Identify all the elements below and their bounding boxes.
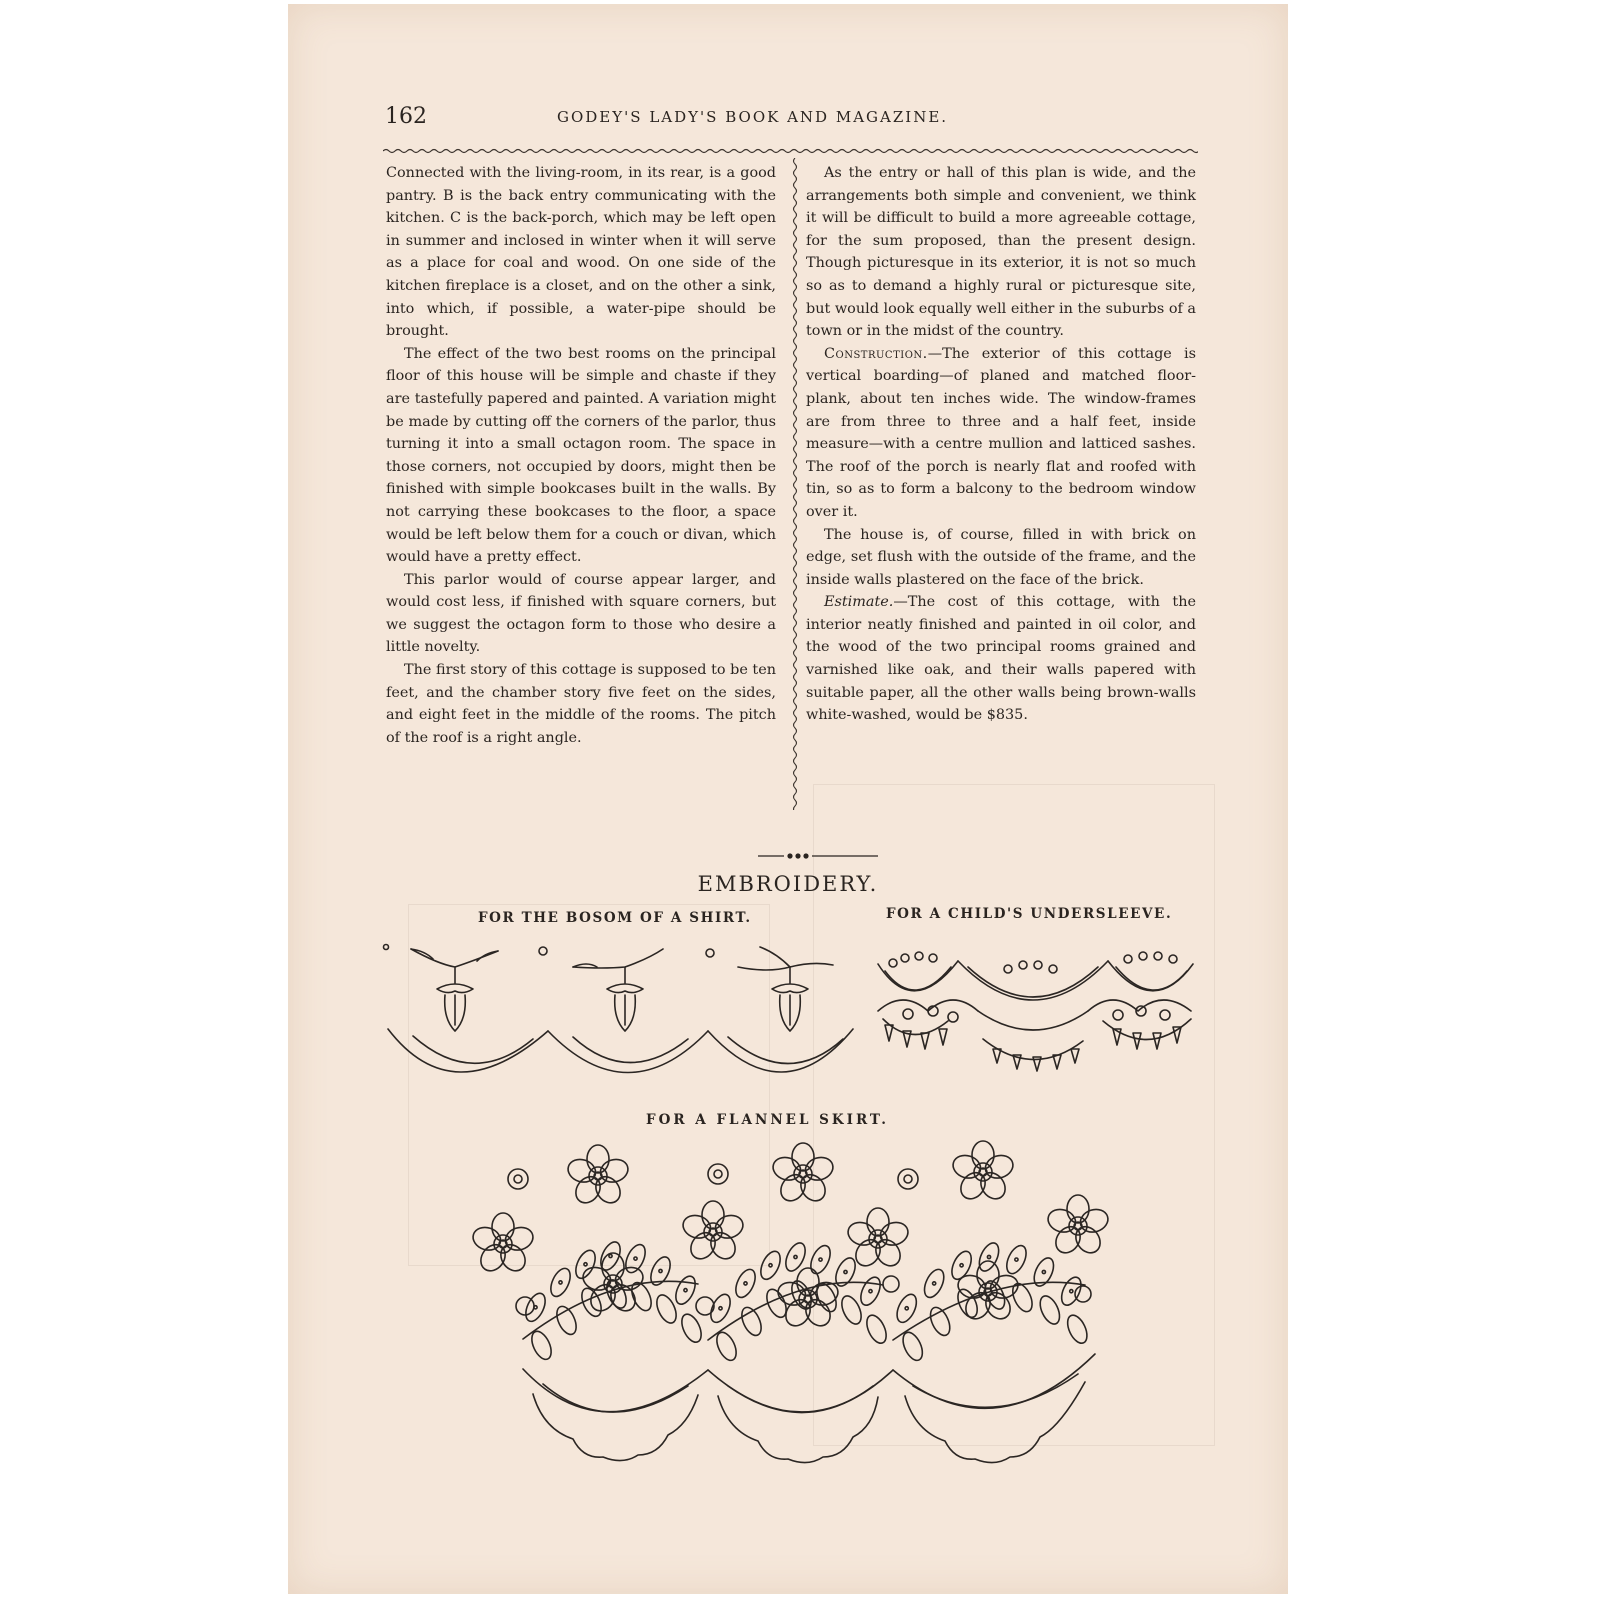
paragraph-text: —The cost of this cottage, with the interior neatly finished and painted in oil color, and the wood of the two principal rooms grained and varnished like oak, and their walls papered with suitable paper, all the other walls being brown-walls white-washed, would be $835. — [806, 594, 1196, 724]
eyelet-row — [889, 952, 1177, 973]
flower-motif — [775, 1268, 841, 1331]
paragraph: The effect of the two best rooms on the principal floor of this house will be simple and chaste if they are tastefully papered and painted. A variation might be made by cutting off the corners of the parlor, thus turning it into a small octagon room. The space in those corners, not occupied by doors, might then be finished with simple bookcases built in the walls. By not carrying these bookcases to the floor, a space would be left below them for a couch or divan, which would have a pretty effect. — [386, 345, 776, 566]
right-column — [806, 162, 1196, 727]
drop-motif — [738, 947, 833, 1031]
leaf-spray — [893, 1240, 1091, 1363]
scallop-fringe — [533, 1382, 1085, 1463]
scallop-border — [388, 1029, 853, 1073]
flower-motif — [565, 1145, 631, 1208]
left-column — [386, 162, 776, 749]
upper-scallops — [878, 961, 1193, 1000]
paragraph: As the entry or hall of this plan is wide, and the arrangements both simple and convenient, we think it will be difficult to build a more agreeable cottage, for the sum proposed, than the present design. Though picturesque in its exterior, it is not so much so as to demand a highly rural or picturesque site, but would look equally well either in the suburbs of a town or in the midst of the country. — [806, 165, 1196, 340]
paragraph-text: —The exterior of this cottage is vertical boarding—of planed and matched floor-plank, about ten inches wide. The window-frames are from three to three and a half feet, inside measure—with a centre mullion and latticed sashes. The roof of the porch is nearly flat and roofed with tin, so as to form a balcony to the bedroom window over it. — [806, 345, 1196, 520]
scalloped-hem — [523, 1354, 1095, 1413]
childs-undersleeve-pattern — [873, 949, 1198, 1079]
caption-shirt-bosom: FOR THE BOSOM OF A SHIRT. — [478, 910, 752, 926]
estimate-heading: Estimate. — [824, 594, 894, 611]
drop-motif — [411, 949, 498, 1031]
flower-motif — [950, 1141, 1016, 1204]
flower-motif — [770, 1143, 836, 1206]
section-ornament — [758, 849, 878, 863]
flower-motif — [470, 1213, 536, 1276]
flower-motif — [680, 1201, 746, 1264]
leaf-spray — [707, 1240, 890, 1363]
wavy-header-rule — [383, 148, 1198, 154]
flannel-skirt-pattern — [473, 1134, 1098, 1539]
construction-heading: Construction. — [824, 345, 928, 362]
page-number: 162 — [385, 104, 427, 129]
paragraph — [806, 343, 1196, 524]
caption-flannel-skirt: FOR A FLANNEL SKIRT. — [646, 1112, 889, 1128]
paragraph: The house is, of course, filled in with brick on edge, set flush with the outside of the frame, and the inside walls plastered on the face of the brick. — [806, 526, 1196, 588]
magazine-page — [288, 4, 1288, 1594]
embroidery-title: EMBROIDERY. — [697, 872, 879, 896]
drop-motif — [573, 949, 663, 1031]
magazine-title: GODEY'S LADY'S BOOK AND MAGAZINE. — [557, 108, 949, 126]
paragraph: Connected with the living-room, in its rear, is a good pantry. B is the back entry communicating with the kitchen. C is the back-porch, which may be left open in summer and inclosed in winter when it will serve as a place for coal and wood. On one side of the kitchen fireplace is a closet, and on the other a sink, into which, if possible, a water-pipe should be brought. — [386, 165, 776, 340]
flower-cluster — [470, 1141, 1111, 1331]
caption-childs-undersleeve: FOR A CHILD'S UNDERSLEEVE. — [886, 906, 1173, 922]
lower-scallops — [878, 1000, 1191, 1060]
paragraph — [806, 591, 1196, 727]
paragraph: This parlor would of course appear larger, and would cost less, if finished with square corners, but we suggest the octagon form to those who desire a little novelty. — [386, 571, 776, 656]
running-head — [385, 104, 1115, 140]
eyelets-lower — [903, 1006, 1170, 1022]
column-divider-rule — [791, 158, 799, 810]
paragraph: The first story of this cottage is supposed to be ten feet, and the chamber story five feet on the sides, and eight feet in the middle of the rooms. The pitch of the roof is a right angle. — [386, 662, 776, 746]
shirt-bosom-pattern — [383, 939, 858, 1089]
